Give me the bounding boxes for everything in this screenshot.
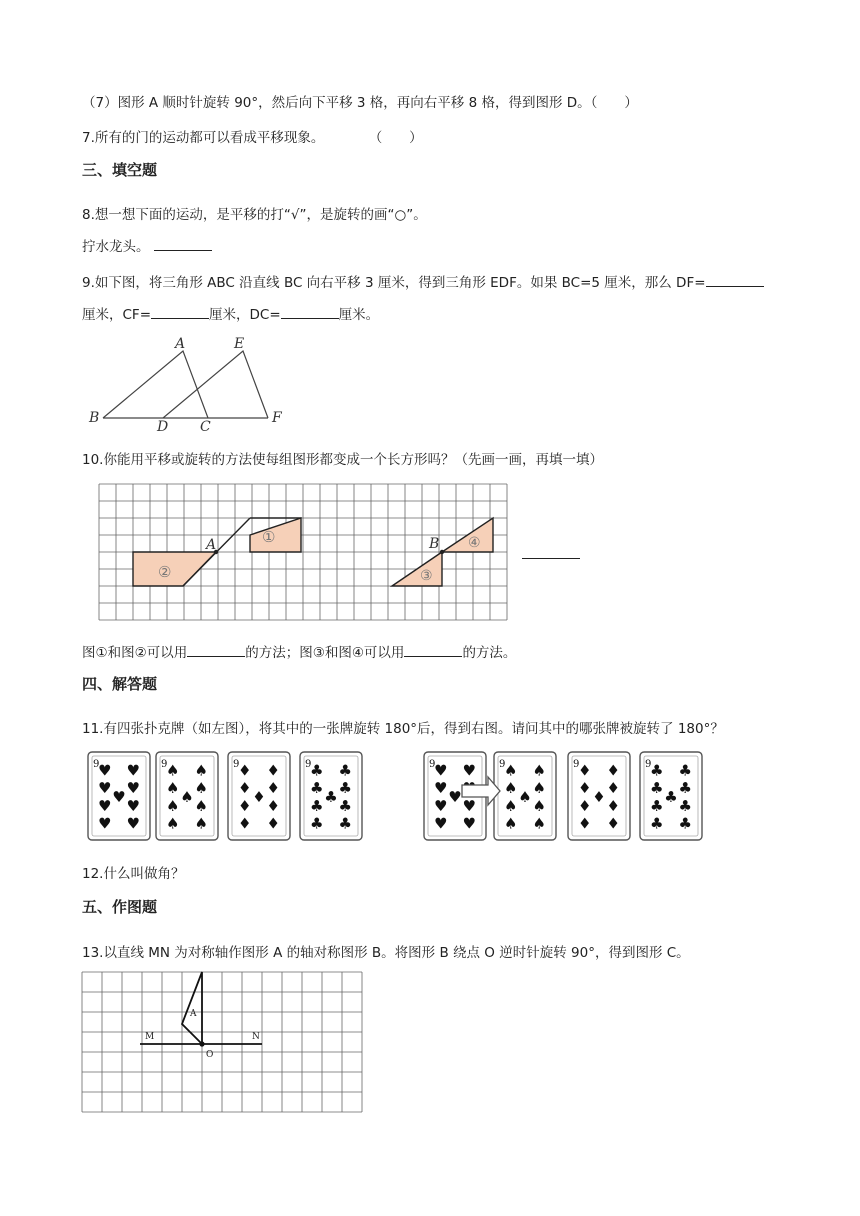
label-4: ④ [468,535,481,551]
card-suit-pip: ♦ [578,761,592,780]
card-suit-pip: ♦ [578,779,592,798]
card-rank: 9 [93,759,100,770]
question-9-line-2 [82,303,379,323]
card-suit-pip: ♦ [266,814,280,833]
question-8: 8.想一想下面的运动，是平移的打“√”，是旋转的画“○”。 [82,207,427,223]
playing-card [88,752,150,840]
card-suit-pip: ♣ [650,761,664,780]
label-c: C [200,419,211,433]
card-suit-pip: ♦ [252,788,266,806]
question-7 [82,126,423,146]
playing-card [156,752,218,840]
playing-card [228,752,290,840]
answer-blank-side[interactable] [522,558,580,559]
card-suit-pip: ♠ [532,814,546,833]
playing-card [494,752,556,840]
answer-blank-2[interactable] [404,642,462,657]
shape-a [182,972,202,1044]
card-suit-pip: ♣ [678,779,692,798]
card-suit-pip: ♦ [266,796,280,815]
card-suit-pip: ♠ [194,814,208,833]
shape-1 [250,518,301,552]
card-suit-pip: ♦ [606,761,620,780]
triangle-figure [85,333,300,433]
card-suit-pip: ♣ [678,796,692,815]
card-suit-pip: ♣ [664,788,678,806]
card-suit-pip: ♦ [266,779,280,798]
playing-card [300,752,362,840]
card-suit-pip: ♠ [194,761,208,780]
card-suit-pip: ♥ [126,779,140,798]
answer-blank[interactable] [154,236,212,251]
label-b: B [89,410,100,426]
question-8-item-text: 拧水龙头。 [82,239,150,255]
section-5-heading: 五、作图题 [82,898,158,916]
question-13: 13.以直线 MN 为对称轴作图形 A 的轴对称图形 B。将图形 B 绕点 O 逆时针旋转 90°，得到图形 C。 [82,945,690,961]
card-suit-pip: ♥ [434,779,448,798]
card-suit-pip: ♥ [434,761,448,780]
mn-grid-figure [80,968,366,1120]
card-rank: 9 [161,759,168,770]
answer-blank-cf[interactable] [151,304,209,319]
card-rank: 9 [573,759,580,770]
card-suit-pip: ♠ [504,779,518,798]
card-suit-pip: ♦ [606,796,620,815]
card-suit-pip: ♥ [462,761,476,780]
label-1: ① [262,528,276,546]
card-suit-pip: ♦ [238,779,252,798]
question-9-text: 9.如下图，将三角形 ABC 沿直线 BC 向右平移 3 厘米，得到三角形 EDF。如果 BC=5 厘米，那么 DF= [82,275,706,291]
card-suit-pip: ♦ [578,796,592,815]
card-suit-pip: ♠ [504,761,518,780]
label-n: N [252,1032,260,1042]
card-suit-pip: ♥ [462,796,476,815]
label-d: D [157,419,169,433]
card-rank: 9 [233,759,240,770]
card-suit-pip: ♠ [166,779,180,798]
card-suit-pip: ♠ [504,814,518,833]
question-11: 11.有四张扑克牌（如左图），将其中的一张牌旋转 180°后，得到右图。请问其中的哪张牌被旋转了 180°？ [82,721,724,737]
card-suit-pip: ♠ [166,796,180,815]
card-suit-pip: ♦ [606,814,620,833]
card-suit-pip: ♠ [532,796,546,815]
card-suit-pip: ♣ [324,788,338,806]
card-suit-pip: ♣ [650,779,664,798]
card-suit-pip: ♠ [518,788,532,806]
card-suit-pip: ♥ [112,788,126,806]
question-10-text-a: 图①和图②可以用 [82,645,188,661]
playing-card [640,752,702,840]
card-suit-pip: ♠ [166,761,180,780]
card-suit-pip: ♣ [338,761,352,780]
card-suit-pip: ♥ [434,814,448,833]
card-suit-pip: ♦ [266,761,280,780]
section-3-heading: 三、填空题 [82,161,158,179]
label-m: M [145,1032,155,1042]
card-suit-pip: ♦ [238,796,252,815]
label-2: ② [158,563,172,581]
card-suit-pip: ♠ [166,814,180,833]
label-f: F [272,410,282,426]
card-suit-pip: ♣ [338,779,352,798]
label-e: E [234,336,245,352]
label-a: A [175,336,186,352]
card-suit-pip: ♣ [310,796,324,815]
question-12: 12.什么叫做角？ [82,866,185,882]
card-suit-pip: ♥ [462,814,476,833]
card-suit-pip: ♦ [578,814,592,833]
card-suit-pip: ♣ [310,814,324,833]
card-suit-pip: ♦ [238,761,252,780]
answer-blank-dc[interactable] [281,304,339,319]
question-10: 10.你能用平移或旋转的方法使每组图形都变成一个长方形吗？（先画一画，再填一填） [82,452,603,468]
card-suit-pip: ♣ [650,796,664,815]
card-suit-pip: ♣ [650,814,664,833]
question-9-text-3: 厘米，DC= [209,307,281,323]
cards-figure [86,750,706,846]
label-b: B [429,536,440,552]
question-10-text-b: 的方法；图③和图④可以用 [245,645,405,661]
question-10-answer [82,641,516,661]
card-suit-pip: ♦ [606,779,620,798]
playing-card [568,752,630,840]
label-a: A [206,537,217,553]
card-suit-pip: ♠ [194,796,208,815]
card-suit-pip: ♣ [678,814,692,833]
card-rank: 9 [499,759,506,770]
card-suit-pip: ♥ [98,814,112,833]
card-suit-pip: ♥ [434,796,448,815]
card-suit-pip: ♣ [678,761,692,780]
card-suit-pip: ♦ [238,814,252,833]
grid-shapes-figure [96,479,516,624]
card-suit-pip: ♣ [338,796,352,815]
card-suit-pip: ♣ [338,814,352,833]
card-rank: 9 [305,759,312,770]
card-suit-pip: ♣ [310,779,324,798]
label-o: O [206,1050,214,1060]
card-suit-pip: ♠ [504,796,518,815]
answer-blank-1[interactable] [187,642,245,657]
answer-blank-df[interactable] [706,272,764,287]
card-rank: 9 [429,759,436,770]
label-3: ③ [420,568,433,584]
section-4-heading: 四、解答题 [82,675,158,693]
card-suit-pip: ♠ [532,779,546,798]
card-suit-pip: ♥ [448,788,462,806]
card-suit-pip: ♠ [532,761,546,780]
question-9-line-1 [82,271,764,291]
card-suit-pip: ♠ [194,779,208,798]
question-7-text: 7.所有的门的运动都可以看成平移现象。 [82,130,325,146]
card-suit-pip: ♥ [98,779,112,798]
card-suit-pip: ♦ [592,788,606,806]
card-suit-pip: ♥ [98,796,112,815]
card-suit-pip: ♥ [126,796,140,815]
answer-bracket: （ ） [368,130,423,146]
question-9-text-4: 厘米。 [338,307,380,323]
question-10-text-c: 的方法。 [462,645,517,661]
card-suit-pip: ♣ [310,761,324,780]
question-9-text-2: 厘米，CF= [82,307,152,323]
card-suit-pip: ♥ [126,761,140,780]
card-rank: 9 [645,759,652,770]
label-a: A [190,1009,197,1019]
question-8-item [82,235,212,255]
question-7-sub-7: （7）图形 A 顺时针旋转 90°，然后向下平移 3 格，再向右平移 8 格，得到图形 D。（ ） [82,95,638,111]
card-suit-pip: ♥ [98,761,112,780]
card-suit-pip: ♠ [180,788,194,806]
card-suit-pip: ♥ [126,814,140,833]
